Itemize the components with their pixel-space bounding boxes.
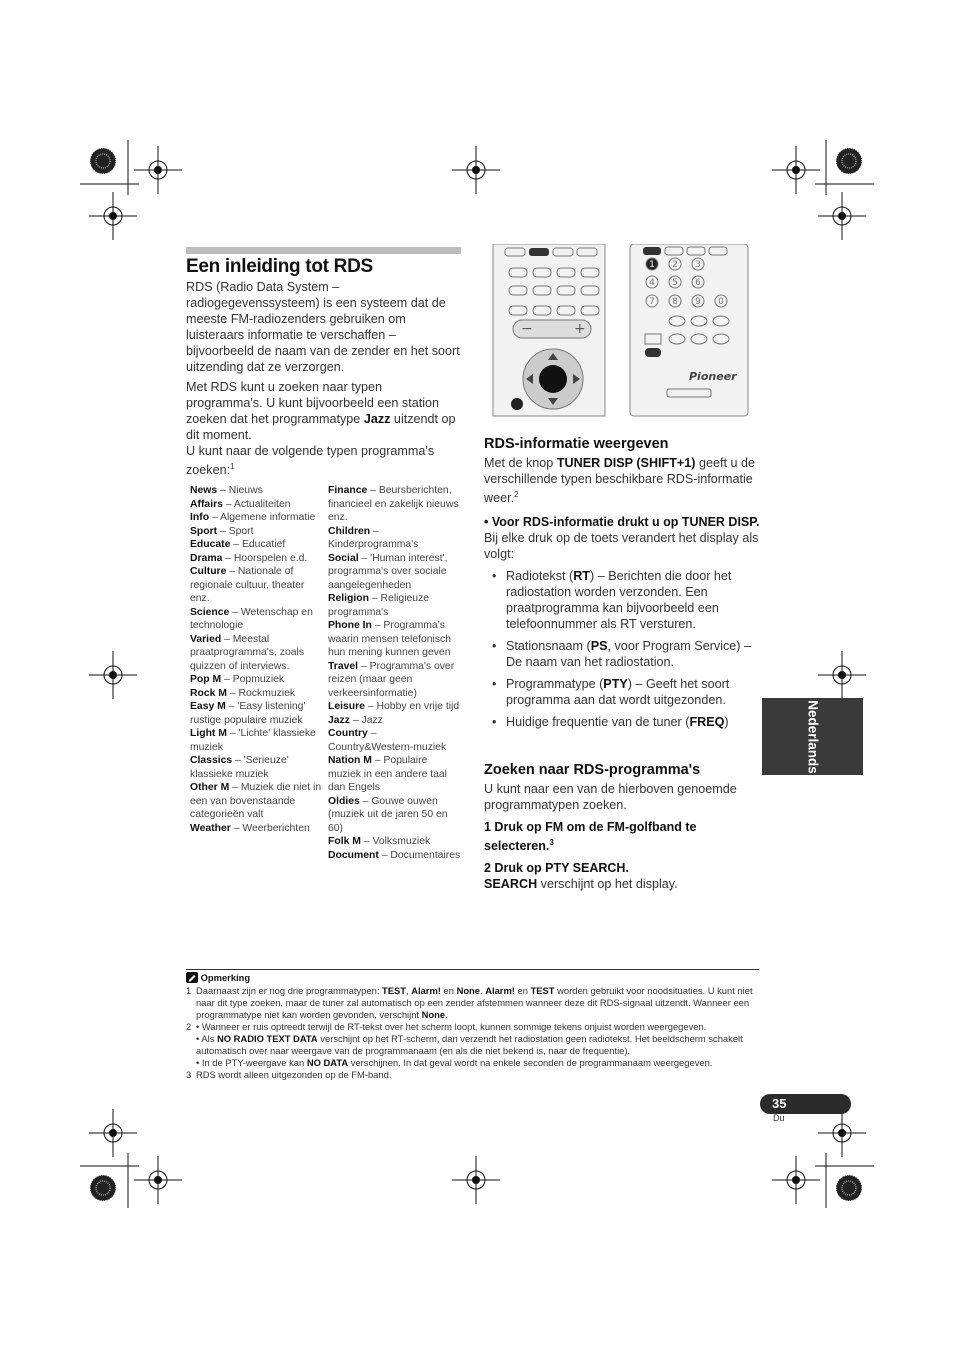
rds-info-p2: Bij elke druk op de toets verandert het display als volgt: <box>484 531 759 562</box>
remote-key-label: 3 <box>695 260 701 270</box>
genre-left-item: Weather – Weerberichten <box>190 822 310 834</box>
rds-info-instruction: • Voor RDS-informatie drukt u op TUNER DISP. <box>484 515 760 530</box>
remote-key-label: 6 <box>695 278 701 288</box>
rds-info-list-item: • Radiotekst (RT) – Berichten die door het radiostation worden verzonden. Een praatprogramma kan bijvoorbeeld een telefoonnummer als RT versturen. <box>484 568 760 632</box>
svg-text:+: + <box>574 321 586 337</box>
note-2: 2 • Wanneer er ruis optreedt terwijl de RT-tekst over het scherm loopt, kunnen sommige tekens onjuist worden weergegeven. • Als NO RADIO TEXT DATA verschijnt op het RT-scherm, dan verzendt het radiostation geen radiotekst. Het beeldscherm schakelt automatisch over naar weergave van de programmanaam (en als die niet bekend is, naar de frequentie). • In de PTY-weergave kan NO DATA verschijnen. In dat geval wordt na enkele seconden de programmanaam weergegeven. <box>186 1021 743 1068</box>
search-p1: U kunt naar een van de hierboven genoemde programmatypen zoeken. <box>484 782 737 812</box>
language-tab: Nederlands <box>762 698 863 775</box>
remote-key-label: 2 <box>672 260 678 270</box>
rds-info-list-item: • Stationsnaam (PS, voor Program Service) – De naam van het radiostation. <box>484 638 760 670</box>
notes <box>186 972 759 1081</box>
remote-key-label: 7 <box>649 297 655 307</box>
genre-left-item: Sport – Sport <box>190 525 254 537</box>
genre-left-item: Rock M – Rockmuziek <box>190 687 296 699</box>
remote-key-label: 1 <box>649 260 655 270</box>
intro-p2: Met RDS kunt u zoeken naar typen programma's. U kunt bijvoorbeeld een station zoeken dat het programmatype Jazz uitzendt op dit moment. <box>186 380 456 442</box>
pencil-icon <box>186 972 198 983</box>
title-bar <box>186 247 461 254</box>
genre-left-item: Info – Algemene informatie <box>190 512 316 523</box>
search-body <box>484 781 760 892</box>
genre-right-item: Country – Country&Western-muziek <box>328 728 447 753</box>
search-heading: Zoeken naar RDS-programma's <box>484 762 701 778</box>
genre-left-item: Science – Wetenschap en technologie <box>190 606 313 631</box>
genre-right-item: Document – Documentaires <box>328 849 461 861</box>
rds-info-list <box>484 568 760 730</box>
genre-right-item: Phone In – Programma's waarin mensen telefonisch hun mening kunnen geven <box>328 620 452 658</box>
genre-right-item: Children – Kinderprogramma's <box>328 525 419 550</box>
intro-p1: RDS (Radio Data System – radiogegevenssysteem) is een systeem dat de meeste FM-radiozenders gebruiken om luisteraars informatie te verschaffen – bijvoorbeeld de naam van de zender en het soort uitzending dat ze verzorgen. <box>186 280 460 374</box>
rds-info-p1: Met de knop TUNER DISP (SHIFT+1) geeft u de verschillende typen beschikbare RDS-informatie weer.$^2$ <box>484 456 756 506</box>
intro <box>186 279 462 478</box>
search-step-2: 2 Druk op PTY SEARCH. <box>484 861 629 876</box>
genre-right-item: Religion – Religieuze programma's <box>328 593 430 618</box>
genre-right-item: Leisure – Hobby en vrije tijd <box>328 701 460 712</box>
genre-right-item: Oldies – Gouwe ouwen (muziek uit de jaren 50 en 60) <box>328 795 448 834</box>
remote-control-illustration <box>491 244 761 419</box>
remote-key-label: 0 <box>718 297 724 307</box>
page-title: Een inleiding tot RDS <box>186 256 373 277</box>
search-step-2-result: SEARCH verschijnt op het display. <box>484 877 678 892</box>
genre-list-left <box>190 484 323 835</box>
genre-list-right <box>328 484 462 862</box>
genre-right-item: Jazz – Jazz <box>328 714 383 726</box>
genre-right-item: Folk M – Volksmuziek <box>328 836 431 847</box>
genre-left-item: Educate – Educatief <box>190 539 286 550</box>
genre-left-item: Pop M – Popmuziek <box>190 674 285 685</box>
svg-text:−: − <box>521 321 533 337</box>
genre-left-item: News – Nieuws <box>190 485 263 496</box>
genre-left-item: Culture – Nationale of regionale cultuur, theater enz. <box>190 566 305 604</box>
rds-info-heading: RDS-informatie weergeven <box>484 436 669 452</box>
genre-right-item: Social – 'Human interest', programma's over sociale aangelegenheden <box>328 552 448 591</box>
genre-left-item: Other M – Muziek die niet in een van bovenstaande categorieën valt <box>190 782 322 820</box>
remote-key-label: 9 <box>695 297 701 307</box>
genre-left-item: Easy M – 'Easy listening' rustige populaire muziek <box>190 701 306 726</box>
note-1: 1 Daarnaast zijn er nog drie programmatypen: TEST, Alarm! en None. Alarm! en TEST worden gebruikt voor noodsituaties. U kunt niet naar dit type zoeken, maar de tuner zal automatisch op een zender afstemmen wanneer deze dit RDS-signaal uitzendt. Wanneer een programmatype niet kan worden gevonden, verschijnt None. <box>186 985 753 1020</box>
remote-key-label: 8 <box>672 297 678 307</box>
genre-left-item: Varied – Meestal praatprogramma's, zoals quizzen of interviews. <box>190 633 305 672</box>
genre-right-item: Travel – Programma's over reizen (maar geen verkeersinformatie) <box>328 660 455 699</box>
remote-key-label: 5 <box>672 278 678 288</box>
intro-p3: U kunt naar de volgende typen programma's zoeken:$^1$ <box>186 444 435 478</box>
rds-info-list-item: • Programmatype (PTY) – Geeft het soort programma aan dat wordt uitgezonden. <box>484 676 760 708</box>
genre-right-item: Finance – Beursberichten, financieel en zakelijk nieuws enz. <box>328 485 459 523</box>
genre-left-item: Light M – 'Lichte' klassieke muziek <box>190 728 316 753</box>
page-language-code: Du <box>773 1113 785 1123</box>
page-number-badge: 35 <box>760 1094 851 1114</box>
genre-right-item: Nation M – Populaire muziek in een andere taal dan Engels <box>328 755 447 793</box>
notes-title-row: Opmerking <box>186 972 759 984</box>
genre-left-item: Affairs – Actualiteiten <box>190 498 291 510</box>
remote-key-label: 4 <box>649 278 655 288</box>
genre-left-item: Classics – 'Serieuze' klassieke muziek <box>190 755 289 780</box>
search-step-1: 1 Druk op FM om de FM-golfband te selecteren.$^3$ <box>484 820 697 854</box>
remote-brand-logo: Pioneer <box>689 370 737 383</box>
notes-divider <box>186 969 759 970</box>
rds-info-list-item: • Huidige frequentie van de tuner (FREQ) <box>484 714 760 730</box>
rds-info-body <box>484 455 760 736</box>
genre-left-item: Drama – Hoorspelen e.d. <box>190 552 308 564</box>
note-3: 3 RDS wordt alleen uitgezonden op de FM-band. <box>186 1069 392 1080</box>
